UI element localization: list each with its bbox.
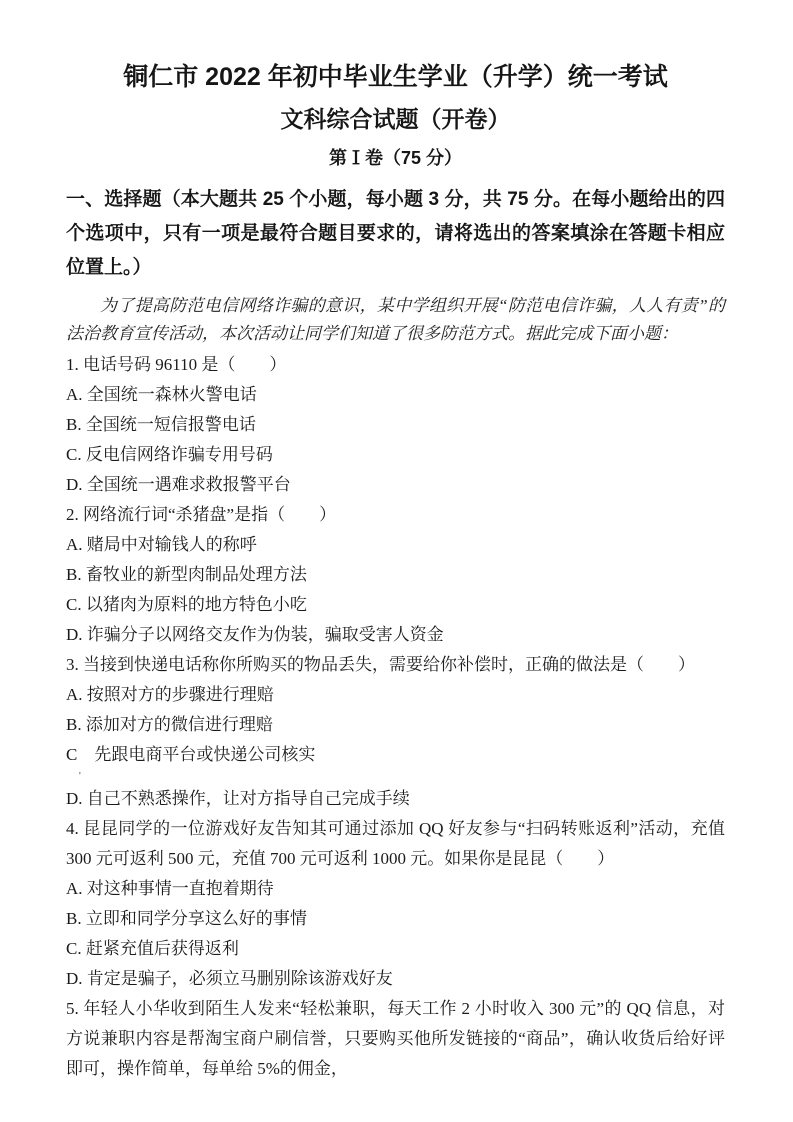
question-1-option-b: B. 全国统一短信报警电话 bbox=[66, 415, 256, 434]
question-5-stem: 5. 年轻人小华收到陌生人发来“轻松兼职，每天工作 2 小时收入 300 元”的 QQ 信息，对方说兼职内容是帮淘宝商户刷信誉，只要购买他所发链接的“商品”，确认收货后给好评即可，操作简单，每单给 5%的佣金， bbox=[66, 999, 725, 1078]
part-heading: 第Ⅰ卷（75 分） bbox=[328, 148, 463, 168]
question-1-option-d: D. 全国统一遇难求救报警平台 bbox=[66, 475, 291, 494]
question-1-option-a: A. 全国统一森林火警电话 bbox=[66, 385, 257, 404]
question-3-option-d: D. 自己不熟悉操作，让对方指导自己完成手续 bbox=[66, 789, 410, 808]
stray-mark: ' bbox=[79, 771, 81, 782]
question-2-stem: 2. 网络流行词“杀猪盘”是指（ ） bbox=[66, 505, 337, 524]
question-2-option-a: A. 赌局中对输钱人的称呼 bbox=[66, 535, 257, 554]
question-list bbox=[66, 350, 725, 1084]
question-1 bbox=[66, 350, 725, 500]
intro-paragraph: 为了提高防范电信网络诈骗的意识，某中学组织开展“防范电信诈骗，人人有责”的法治教育宣传活动，本次活动让同学们知道了很多防范方式。据此完成下面小题： bbox=[66, 296, 725, 343]
question-5 bbox=[66, 994, 725, 1084]
question-2-option-b: B. 畜牧业的新型肉制品处理方法 bbox=[66, 565, 307, 584]
exam-title: 铜仁市 2022 年初中毕业生学业（升学）统一考试 bbox=[123, 63, 668, 91]
question-1-option-c: C. 反电信网络诈骗专用号码 bbox=[66, 445, 273, 464]
question-2-option-d: D. 诈骗分子以网络交友作为伪装，骗取受害人资金 bbox=[66, 625, 444, 644]
question-2-option-c: C. 以猪肉为原料的地方特色小吃 bbox=[66, 595, 307, 614]
question-2 bbox=[66, 500, 725, 650]
question-1-stem: 1. 电话号码 96110 是（ ） bbox=[66, 355, 287, 374]
question-4-option-d: D. 肯定是骗子，必须立马删别除该游戏好友 bbox=[66, 969, 393, 988]
question-4-option-b: B. 立即和同学分享这么好的事情 bbox=[66, 909, 307, 928]
question-4-stem: 4. 昆昆同学的一位游戏好友告知其可通过添加 QQ 好友参与“扫码转账返利”活动，充值 300 元可返利 500 元，充值 700 元可返利 1000 元。如果你是昆昆（ ） bbox=[66, 819, 725, 868]
question-4-option-a: A. 对这种事情一直抱着期待 bbox=[66, 879, 274, 898]
exam-subtitle: 文科综合试题（开卷） bbox=[280, 106, 511, 132]
question-3 bbox=[66, 650, 725, 814]
question-4-option-c: C. 赶紧充值后获得返利 bbox=[66, 939, 239, 958]
question-3-option-c: C 先跟电商平台或快递公司核实 bbox=[66, 745, 316, 764]
question-4 bbox=[66, 814, 725, 994]
question-3-option-b: B. 添加对方的微信进行理赔 bbox=[66, 715, 273, 734]
question-3-stem: 3. 当接到快递电话称你所购买的物品丢失，需要给你补偿时，正确的做法是（ ） bbox=[66, 655, 695, 674]
section-instruction: 一、选择题（本大题共 25 个小题，每小题 3 分，共 75 分。在每小题给出的四个选项中，只有一项是最符合题目要求的，请将选出的答案填涂在答题卡相应位置上。） bbox=[66, 189, 725, 278]
question-3-option-a: A. 按照对方的步骤进行理赔 bbox=[66, 685, 274, 704]
